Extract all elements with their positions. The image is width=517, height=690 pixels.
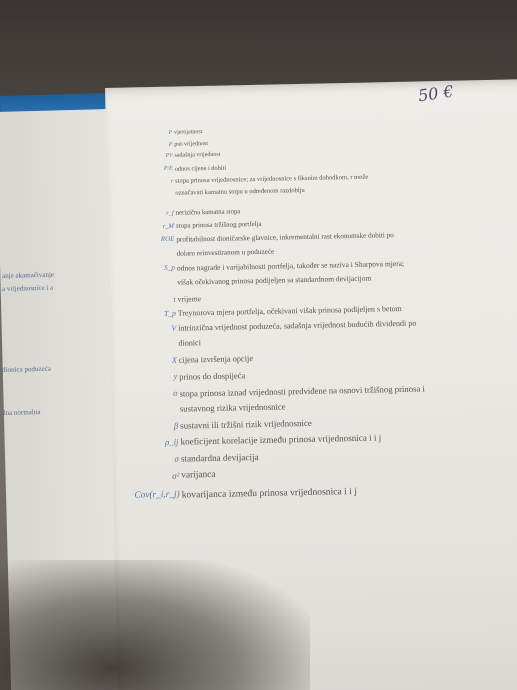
glossary-symbol: P [168,129,173,136]
glossary-definition: sustavni ili tržišni rizik vrijednosnice [180,417,312,431]
glossary-definition: varijanca [181,469,216,481]
glossary-symbol: α [173,388,178,398]
left-page-fragment: dna normalna [2,407,41,417]
left-page-fragment: anje akamačivanje [2,270,55,280]
glossary-symbol: β [173,420,179,431]
glossary-symbol: t [173,294,176,304]
glossary-definition: odnos nagrade i varijabilnosti portfelja, također se naziva i Sharpova mjera; [176,258,405,273]
glossary-symbol: PV [165,152,173,159]
glossary-definition: put-vrijednost [174,140,209,148]
glossary-symbol: σ [174,453,179,464]
glossary-symbol: r_M [162,222,175,230]
glossary-symbol: σ² [171,470,180,481]
glossary-definition: vjerojatnost [173,129,203,136]
glossary-definition: stopa prinosa tržišnog portfelja [175,220,262,230]
glossary-symbol: T_p [163,308,176,318]
glossary-definition: odnos cijene i dobiti [174,164,227,173]
glossary-definition: cijena izvršenja opcije [178,354,254,365]
glossary-symbol: y [173,371,178,381]
glossary-symbol: P/E [163,165,173,172]
glossary-definition: sadašnja vrijednost [174,151,221,159]
glossary-definition: koeficijent korelacije između prinosa vrijednosnica i i j [180,432,382,447]
glossary-definition: nerizična kamatna stopa [175,208,241,217]
glossary-symbol: V [171,323,177,333]
glossary-definition: dolaru reinvestiranom u poduzeće [176,247,275,258]
glossary-symbol: P [168,141,173,148]
glossary-symbol: Cov(r_i,r_j) [134,489,180,501]
glossary-definition: standardna devijacija [180,452,259,464]
glossary-symbol: ρ_ij [164,436,179,447]
handwritten-price: 50 € [416,81,455,106]
glossary-symbol: r_f [166,209,174,217]
glossary-definition: prinos do dospijeća [179,370,246,382]
hand-shadow [0,560,310,690]
glossary-symbol: ROE [160,235,175,244]
glossary-definition: stopa prinosa iznad vrijednosti predviđene na osnovi tržišnog prinosa i [179,383,425,399]
glossary-definition: kovarijanca između prinosa vrijednosnica i i j [181,485,358,501]
glossary-definition: vrijeme [177,294,202,304]
glossary-symbol: X [171,355,177,365]
glossary-symbol: S_p [164,263,175,272]
left-page-fragment: dionica poduzeća [2,364,51,374]
glossary-definition: Treynorova mjera portfelja, očekivani višak prinosa podijeljen s betom [177,303,402,318]
left-page-fragment: a vrijednosnice i a [2,283,54,293]
glossary-symbol: r [170,177,174,185]
glossary-definition: intrinzična vrijednost poduzeća, sadašnja vrijednost budućih dividendi po [178,318,417,333]
glossary-definition: označavati kamatnu stopu u određenom razdoblju [175,186,305,197]
glossary-definition: stopa prinosa vrijednosnice; za vrijednosnice s fiksnim dohodkom, r može [175,173,369,185]
glossary-definition: dionici [178,338,202,348]
glossary-definition: višak očekivanog prinosa podijeljen sa standardnom devijacijom [177,273,372,287]
glossary-definition: profitabilnost dioničarske glavnice, inkrementalni rast ekonomske dobiti po [176,231,394,244]
glossary-definition: sustavnog rizika vrijednosnice [179,401,286,414]
